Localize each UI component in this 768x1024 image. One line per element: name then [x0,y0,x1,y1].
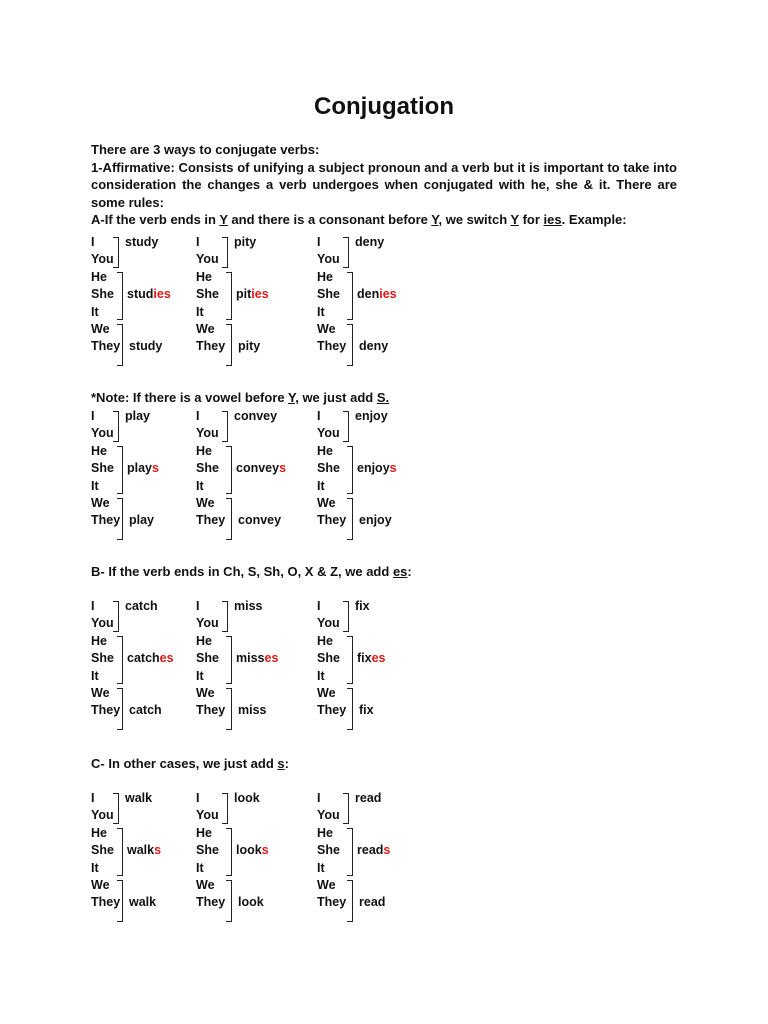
rule-a-y: Y [431,212,439,227]
pronoun-they: They [196,339,226,354]
rule-a-ies: ies [543,212,562,227]
bracket [222,793,228,824]
pronoun-she: She [196,843,219,858]
pronoun-i: I [91,791,95,805]
rule-a-text: for [518,212,544,227]
verb-third-person [236,286,269,303]
pronoun-they: They [91,339,121,354]
pronoun-she: She [91,843,114,858]
verb-third-person [357,286,397,303]
pronoun-he: He [196,443,212,458]
verb-third-person [236,650,278,667]
pronoun-you: You [317,426,340,441]
pronoun-you: You [196,808,219,823]
bracket [347,498,353,540]
rule-b-text: : [407,564,412,579]
verb-base: play [125,409,151,423]
pronoun-we: We [317,322,336,336]
verb-stem: read [357,843,384,858]
bracket [343,411,349,442]
pronoun-you: You [317,808,340,823]
bracket [117,880,123,922]
verb-stem: enjoy [357,461,390,476]
pronoun-we: We [91,322,110,336]
verb-stem: stud [127,287,154,302]
pronoun-it: It [196,478,204,493]
pronoun-it: It [91,304,99,319]
verb-base: pity [234,235,257,249]
verb-base: study [125,235,159,249]
verb-ending: ies [153,287,171,302]
conjugation-group [317,408,427,533]
bracket [117,324,123,366]
verb-base: play [129,513,155,528]
pronoun-you: You [196,616,219,631]
bracket [226,688,232,730]
intro-line: There are 3 ways to conjugate verbs: [91,142,320,157]
affirmative-label: 1-Affirmative: [91,159,175,175]
pronoun-i: I [91,599,95,613]
verb-ending: s [279,461,287,476]
pronoun-i: I [196,235,200,249]
pronoun-i: I [317,235,321,249]
verb-base: enjoy [359,513,392,528]
rule-c-text: : [284,756,289,771]
pronoun-you: You [91,252,114,267]
pronoun-she: She [196,287,219,302]
pronoun-it: It [196,668,204,683]
pronoun-she: She [317,461,340,476]
verb-base: deny [359,339,389,354]
pronoun-they: They [196,703,226,718]
pronoun-they: They [317,895,347,910]
pronoun-she: She [317,287,340,302]
verb-base: look [234,791,260,805]
pronoun-i: I [317,409,321,423]
rule-c-s: s [277,756,285,771]
pronoun-she: She [196,651,219,666]
pronoun-you: You [196,252,219,267]
affirmative-paragraph [91,159,677,212]
bracket [117,636,123,684]
rule-b [91,564,412,579]
pronoun-he: He [317,443,333,458]
pronoun-i: I [91,235,95,249]
verb-base: catch [125,599,158,613]
rule-b-text: B- If the verb ends in Ch, S, Sh, O, X & Z, we add [91,564,393,579]
verb-base: study [129,339,163,354]
pronoun-it: It [196,304,204,319]
verb-ending: s [152,461,159,476]
verb-ending: es [371,651,386,666]
bracket [117,272,123,320]
bracket [226,636,232,684]
verb-stem: fix [357,651,372,666]
bracket [117,498,123,540]
pronoun-she: She [317,651,340,666]
bracket [113,601,119,632]
bracket [347,272,353,320]
note-text: *Note: If there is a vowel before [91,390,288,405]
pronoun-he: He [91,633,107,648]
note-y: Y, [287,390,299,405]
conjugation-group [317,234,427,359]
pronoun-it: It [317,478,325,493]
bracket [113,793,119,824]
pronoun-you: You [91,616,114,631]
conjugation-group [196,790,306,915]
verb-stem: walk [127,843,155,858]
conjugation-group [91,408,201,533]
bracket [343,601,349,632]
pronoun-i: I [196,791,200,805]
bracket [222,237,228,268]
bracket [226,324,232,366]
pronoun-we: We [196,496,215,510]
rule-b-es: es [392,564,408,579]
verb-third-person [357,650,386,667]
affirmative-text: Consists of unifying a subject pronoun and a verb but it is important to take into consideration the changes a verb undergoes when conjugated with he, she & it. There are some rules: [91,159,677,210]
conjugation-group [196,598,306,723]
pronoun-we: We [91,878,110,892]
bracket [113,411,119,442]
pronoun-she: She [317,843,340,858]
pronoun-it: It [196,860,204,875]
verb-third-person [357,460,397,477]
pronoun-i: I [196,599,200,613]
pronoun-you: You [317,252,340,267]
note-s: S. [376,390,390,405]
verb-ending: ies [251,287,269,302]
pronoun-they: They [91,513,121,528]
conjugation-group [91,598,201,723]
verb-third-person [127,650,174,667]
rule-a-text: and there is a consonant before [227,212,432,227]
bracket [222,411,228,442]
pronoun-he: He [196,633,212,648]
pronoun-we: We [91,496,110,510]
pronoun-i: I [196,409,200,423]
bracket [343,793,349,824]
pronoun-they: They [317,339,347,354]
verb-base: miss [238,703,267,718]
verb-base: pity [238,339,261,354]
verb-base: convey [238,513,282,528]
bracket [347,688,353,730]
verb-base: read [355,791,382,805]
verb-third-person [236,842,269,859]
pronoun-we: We [317,686,336,700]
conjugation-group [196,234,306,359]
verb-stem: catch [127,651,160,666]
conjugation-group [317,598,427,723]
note [91,390,389,405]
verb-base: walk [129,895,157,910]
verb-base: convey [234,409,278,423]
pronoun-he: He [196,269,212,284]
pronoun-i: I [317,791,321,805]
rule-c-text: C- In other cases, we just add [91,756,278,771]
verb-stem: den [357,287,380,302]
conjugation-group [91,790,201,915]
pronoun-he: He [91,443,107,458]
bracket [347,880,353,922]
bracket [113,237,119,268]
verb-ending: s [383,843,391,858]
bracket [347,324,353,366]
verb-ending: es [159,651,174,666]
pronoun-it: It [91,668,99,683]
verb-ending: s [389,461,397,476]
page-title: Conjugation [314,93,454,120]
rule-a-y: Y [219,212,228,227]
pronoun-it: It [317,860,325,875]
pronoun-she: She [91,651,114,666]
pronoun-i: I [91,409,95,423]
rule-a-text: . Example: [561,212,627,227]
pronoun-you: You [317,616,340,631]
bracket [347,828,353,876]
bracket [226,498,232,540]
pronoun-you: You [91,426,114,441]
verb-stem: miss [236,651,265,666]
pronoun-he: He [317,825,333,840]
pronoun-it: It [91,478,99,493]
pronoun-he: He [317,269,333,284]
bracket [117,828,123,876]
pronoun-it: It [91,860,99,875]
pronoun-it: It [317,304,325,319]
conjugation-group [91,234,201,359]
conjugation-group [317,790,427,915]
intro [91,141,677,229]
pronoun-he: He [196,825,212,840]
verb-base: read [359,895,386,910]
pronoun-we: We [196,322,215,336]
bracket [226,828,232,876]
pronoun-they: They [317,703,347,718]
pronoun-we: We [91,686,110,700]
verb-base: enjoy [355,409,388,423]
pronoun-we: We [317,496,336,510]
verb-base: deny [355,235,385,249]
pronoun-they: They [91,895,121,910]
verb-stem: pit [236,287,252,302]
pronoun-she: She [196,461,219,476]
verb-base: walk [125,791,153,805]
verb-stem: play [127,461,153,476]
verb-third-person [357,842,390,859]
pronoun-you: You [196,426,219,441]
pronoun-we: We [317,878,336,892]
pronoun-he: He [317,633,333,648]
pronoun-we: We [196,878,215,892]
verb-third-person [236,460,286,477]
bracket [226,880,232,922]
verb-base: look [238,895,264,910]
bracket [343,237,349,268]
pronoun-we: We [196,686,215,700]
pronoun-he: He [91,825,107,840]
bracket [226,272,232,320]
bracket [347,446,353,494]
bracket [117,446,123,494]
verb-third-person [127,286,171,303]
rule-a-y: Y [510,212,519,227]
pronoun-they: They [91,703,121,718]
bracket [117,688,123,730]
verb-base: miss [234,599,263,613]
verb-stem: look [236,843,262,858]
pronoun-you: You [91,808,114,823]
verb-ending: es [264,651,279,666]
pronoun-he: He [91,269,107,284]
verb-third-person [127,460,159,477]
conjugation-group [196,408,306,533]
bracket [222,601,228,632]
verb-base: fix [355,599,370,613]
pronoun-she: She [91,287,114,302]
verb-base: fix [359,703,374,718]
note-text: we just add [298,390,377,405]
pronoun-it: It [317,668,325,683]
rule-a-text: , we switch [438,212,511,227]
rule-a-text: A-If the verb ends in [91,212,220,227]
verb-stem: convey [236,461,280,476]
pronoun-they: They [196,895,226,910]
pronoun-they: They [196,513,226,528]
verb-ending: ies [379,287,397,302]
verb-ending: s [261,843,269,858]
rule-c [91,756,289,771]
pronoun-i: I [317,599,321,613]
verb-third-person [127,842,161,859]
rule-a [91,211,677,229]
bracket [347,636,353,684]
bracket [226,446,232,494]
verb-base: catch [129,703,162,718]
verb-ending: s [154,843,162,858]
pronoun-they: They [317,513,347,528]
pronoun-she: She [91,461,114,476]
